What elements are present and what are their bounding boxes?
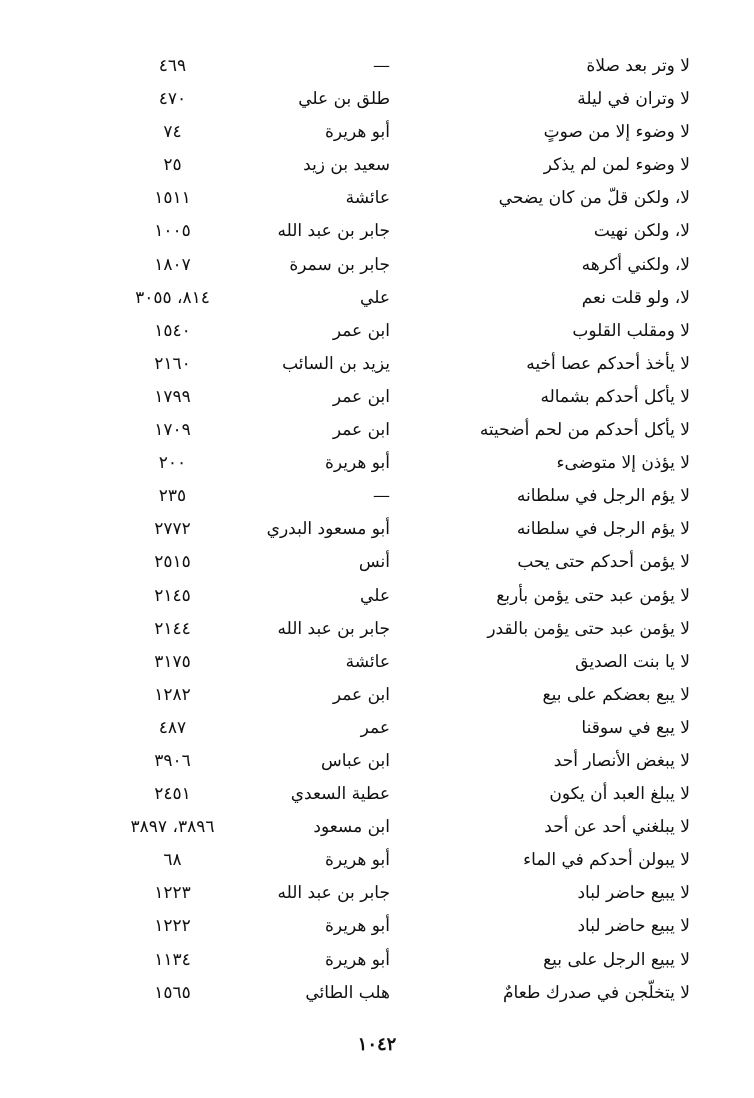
page-number: ١٠٤٢	[357, 1034, 397, 1055]
hadith-text: لا وتر بعد صلاة	[586, 56, 690, 76]
hadith-index-table	[120, 50, 690, 1010]
narrator-name: سعيد بن زيد	[303, 155, 390, 176]
table-row	[120, 712, 690, 745]
hadith-number: ٣٨٩٦، ٣٨٩٧	[130, 817, 215, 838]
hadith-number: ١٠٠٥	[154, 221, 191, 242]
table-row	[120, 877, 690, 910]
hadith-number: ٤٦٩	[158, 56, 187, 76]
narrator-name: أبو مسعود البدري	[266, 519, 390, 540]
hadith-number: ٢١٤٥	[154, 585, 191, 606]
hadith-number: ١٧٠٩	[154, 420, 191, 441]
hadith-number: ٢١٤٤	[154, 618, 191, 639]
hadith-text: لا، ولكني أكرهه	[581, 254, 690, 275]
table-row	[120, 50, 690, 83]
table-row	[120, 282, 690, 315]
narrator-name: يزيد بن السائب	[282, 353, 390, 374]
hadith-text: لا يأخذ أحدكم عصا أخيه	[526, 353, 690, 374]
hadith-number: ١٢٢٢	[154, 916, 191, 937]
hadith-text: لا يبلغ العبد أن يكون	[549, 784, 690, 805]
narrator-name: عائشة	[345, 651, 390, 672]
narrator-name: ابن عمر	[332, 420, 390, 441]
table-row	[120, 83, 690, 116]
hadith-text: لا يبلغني أحد عن أحد	[544, 817, 690, 838]
hadith-text: لا، ولكن نهيت	[593, 221, 690, 242]
table-row	[120, 546, 690, 579]
table-row	[120, 613, 690, 646]
hadith-number: ١٥٦٥	[154, 982, 191, 1003]
table-row	[120, 513, 690, 546]
table-row	[120, 910, 690, 943]
narrator-name: —	[373, 56, 390, 76]
hadith-number: ٢٥	[163, 155, 182, 176]
hadith-text: لا يأكل أحدكم من لحم أضحيته	[479, 420, 690, 441]
hadith-text: لا وضوء لمن لم يذكر	[543, 155, 690, 176]
narrator-name: علي	[360, 287, 390, 308]
narrator-name: علي	[360, 585, 390, 606]
hadith-text: لا يأكل أحدكم بشماله	[540, 386, 690, 407]
table-row	[120, 844, 690, 877]
table-row	[120, 215, 690, 248]
hadith-text: لا يبولن أحدكم في الماء	[523, 850, 690, 871]
hadith-text: لا، ولكن قلّ من كان يضحي	[498, 188, 690, 209]
narrator-name: ابن مسعود	[313, 817, 390, 838]
hadith-number: ١٥١١	[154, 188, 191, 209]
hadith-number: ١٢٨٢	[154, 684, 191, 705]
hadith-text: لا يؤمن أحدكم حتى يحب	[517, 552, 690, 573]
narrator-name: هلب الطائي	[305, 982, 390, 1003]
narrator-name: عطية السعدي	[290, 784, 390, 805]
hadith-text: لا، ولو قلت نعم	[581, 287, 690, 308]
narrator-name: أبو هريرة	[324, 850, 390, 871]
narrator-name: طلق بن علي	[298, 89, 390, 110]
table-row	[120, 944, 690, 977]
table-row	[120, 182, 690, 215]
table-row	[120, 580, 690, 613]
narrator-name: أبو هريرة	[324, 916, 390, 937]
hadith-number: ٢٠٠	[158, 453, 187, 474]
table-row	[120, 646, 690, 679]
hadith-number: ٤٨٧	[158, 717, 187, 738]
table-row	[120, 116, 690, 149]
narrator-name: أنس	[358, 552, 390, 573]
hadith-number: ٧٤	[163, 122, 182, 143]
hadith-text: لا يا بنت الصديق	[575, 651, 690, 672]
narrator-name: أبو هريرة	[324, 453, 390, 474]
hadith-text: لا يبع في سوقنا	[581, 717, 690, 738]
table-row	[120, 811, 690, 844]
hadith-number: ١٧٩٩	[154, 386, 191, 407]
table-row	[120, 447, 690, 480]
hadith-number: ٦٨	[163, 850, 182, 871]
hadith-text: لا وضوء إلا من صوتٍ	[543, 122, 690, 143]
hadith-number: ١١٣٤	[154, 949, 191, 970]
narrator-name: أبو هريرة	[324, 122, 390, 143]
hadith-number: ٢١٦٠	[154, 353, 191, 374]
narrator-name: جابر بن عبد الله	[277, 618, 390, 639]
hadith-number: ٣١٧٥	[154, 651, 191, 672]
table-row	[120, 315, 690, 348]
narrator-name: جابر بن عبد الله	[277, 883, 390, 904]
hadith-number: ٤٧٠	[158, 89, 187, 110]
hadith-number: ١٢٢٣	[154, 883, 191, 904]
hadith-text: لا يؤذن إلا متوضىء	[556, 453, 690, 474]
table-row	[120, 414, 690, 447]
table-row	[120, 249, 690, 282]
hadith-text: لا يؤم الرجل في سلطانه	[516, 486, 690, 507]
hadith-number: ٢٧٧٢	[154, 519, 191, 540]
narrator-name: جابر بن سمرة	[289, 254, 390, 275]
hadith-number: ٨١٤، ٣٠٥٥	[135, 287, 210, 308]
narrator-name: ابن عمر	[332, 386, 390, 407]
hadith-text: لا وتران في ليلة	[577, 89, 690, 110]
narrator-name: ابن عمر	[332, 684, 390, 705]
table-row	[120, 149, 690, 182]
table-row	[120, 778, 690, 811]
hadith-text: لا يبغض الأنصار أحد	[553, 750, 690, 771]
hadith-text: لا ومقلب القلوب	[572, 320, 690, 341]
hadith-number: ٢٣٥	[158, 486, 187, 507]
table-row	[120, 480, 690, 513]
hadith-text: لا يبع بعضكم على بيع	[542, 684, 690, 705]
hadith-number: ١٥٤٠	[154, 320, 191, 341]
table-row	[120, 745, 690, 778]
hadith-text: لا يتخلّجن في صدرك طعامٌ	[503, 982, 690, 1003]
narrator-name: ابن عمر	[332, 320, 390, 341]
table-row	[120, 381, 690, 414]
hadith-text: لا يبيع حاضر لباد	[577, 916, 690, 937]
narrator-name: عمر	[360, 717, 390, 738]
table-row	[120, 679, 690, 712]
table-row	[120, 977, 690, 1010]
hadith-number: ٣٩٠٦	[154, 750, 191, 771]
narrator-name: ابن عباس	[320, 750, 390, 771]
narrator-name: أبو هريرة	[324, 949, 390, 970]
hadith-text: لا يؤم الرجل في سلطانه	[516, 519, 690, 540]
hadith-number: ٢٤٥١	[154, 784, 191, 805]
narrator-name: —	[373, 486, 390, 507]
table-row	[120, 348, 690, 381]
hadith-text: لا يؤمن عبد حتى يؤمن بأربع	[496, 585, 690, 606]
hadith-number: ١٨٠٧	[154, 254, 191, 275]
narrator-name: جابر بن عبد الله	[277, 221, 390, 242]
hadith-text: لا يبيع الرجل على بيع	[543, 949, 690, 970]
narrator-name: عائشة	[345, 188, 390, 209]
hadith-text: لا يؤمن عبد حتى يؤمن بالقدر	[487, 618, 690, 639]
hadith-number: ٢٥١٥	[154, 552, 191, 573]
hadith-text: لا يبيع حاضر لباد	[577, 883, 690, 904]
